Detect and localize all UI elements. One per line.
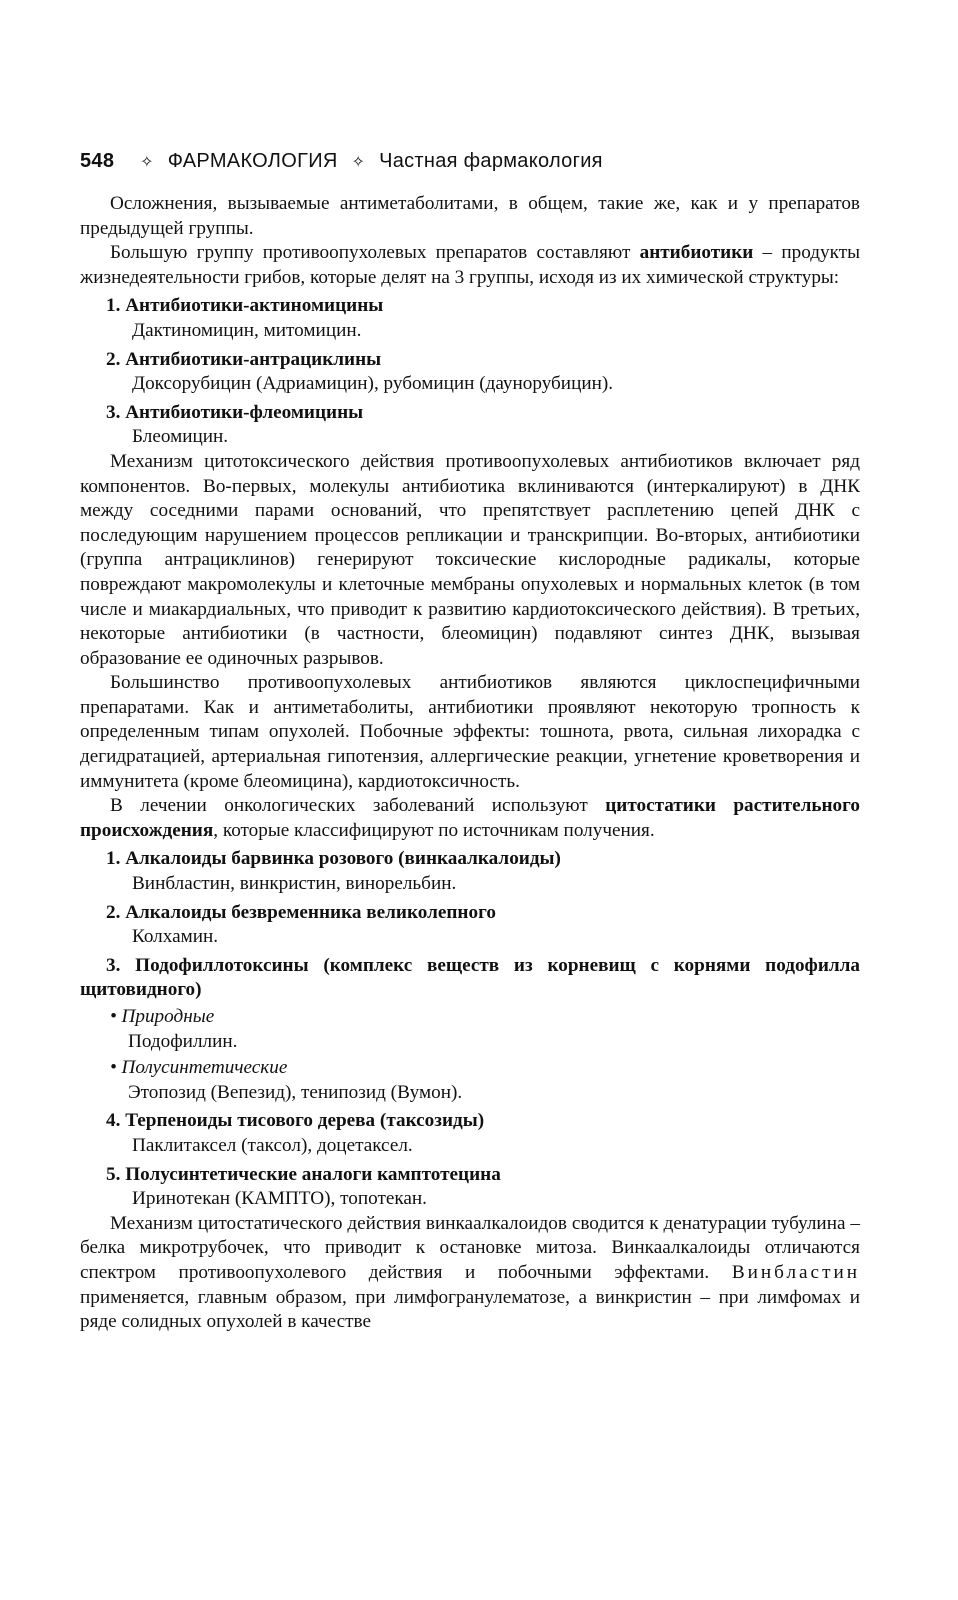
term-antibiotics: антибиотики (639, 242, 754, 264)
plant-subgroup-title: • Полусинтетические (110, 1057, 288, 1079)
paragraph-complications: Осложнения, вызываемые антиметаболитами, в общем, такие же, как и у препаратов предыдущей группы. (80, 193, 860, 239)
plant-group-drugs: Иринотекан (КАМПТО), топотекан. (132, 1188, 427, 1210)
paragraph-text: применяется, главным образом, при лимфогранулематозе, а винкристин – при лимфомах и ряде солидных опухолей в качестве (80, 1286, 860, 1333)
paragraph-text: , которые классифицируют по источникам получения. (213, 819, 655, 841)
plant-group-drugs: Винбластин, винкристин, винорельбин. (132, 873, 457, 895)
plant-subgroup-drugs: Этопозид (Вепезид), тенипозид (Вумон). (128, 1081, 463, 1103)
plant-group-title: 4. Терпеноиды тисового дерева (таксозиды) (106, 1110, 485, 1132)
paragraph-plant-cytostatics (80, 794, 860, 843)
page-body (80, 192, 860, 1335)
plant-subgroup-drugs: Подофиллин. (128, 1030, 238, 1052)
plant-group-title: 1. Алкалоиды барвинка розового (винкаалкалоиды) (106, 848, 561, 870)
plant-group-title: 5. Полусинтетические аналоги камптотецина (106, 1163, 501, 1185)
paragraph-text: – продукты жизнедеятельности грибов, которые делят на 3 группы, исходя из их химической структуры: (80, 242, 860, 288)
plant-group-title: 2. Алкалоиды безвременника великолепного (106, 901, 496, 923)
antibiotic-group-drugs: Доксорубицин (Адриамицин), рубомицин (даунорубицин). (132, 373, 614, 395)
term-plant-cytostatics: цитостатики растительного происхождения (80, 795, 860, 841)
plant-group-drugs: Колхамин. (132, 926, 219, 948)
diamond-separator-icon: ✧ (140, 154, 154, 171)
antibiotic-group-title: 2. Антибиотики-антрациклины (106, 348, 382, 370)
antibiotic-group-title: 1. Антибиотики-актиномицины (106, 295, 384, 317)
paragraph-text: Большую группу противоопухолевых препаратов составляют (110, 242, 640, 264)
antibiotic-group-drugs: Блеомицин. (132, 426, 229, 448)
plant-group-title: 3. Подофиллотоксины (комплекс веществ из корневищ с корнями подофилла щитовидного) (80, 954, 860, 1001)
paragraph-text: Механизм цитостатического действия винкаалкалоидов сводится к денатурации тубулина – белка микротрубочек, что приводит к остановке митоза. Винкаалкалоиды отличаются спектром противоопухолевого действия и побочными эффектами. (80, 1212, 860, 1283)
section-title: Частная фармакология (379, 150, 603, 172)
antibiotic-group-drugs: Дактиномицин, митомицин. (132, 319, 362, 341)
paragraph-side-effects: Большинство противоопухолевых антибиотиков являются циклоспецифичными препаратами. Как и антиметаболиты, антибиотики проявляют некоторую тропность к определенным типам опухолей. Побочные эффекты: тошнота, рвота, сильная лихорадка с дегидратацией, артериальная гипотензия, аллергические реакции, угнетение кроветворения и иммунитета (кроме блеомицина), кардиотоксичность. (80, 672, 860, 792)
paragraph-mechanism: Механизм цитотоксического действия противоопухолевых антибиотиков включает ряд компонентов. Во-первых, молекулы антибиотика вклиниваются (интеркалируют) в ДНК между соседними парами оснований, что препятствует расплетению цепей ДНК с последующим нарушением процессов репликации и транскрипции. Во-вторых, антибиотики (группа антрациклинов) генерируют токсические кислородные радикалы, которые повреждают макромолекулы и клеточные мембраны опухолевых и нормальных клеток (в том числе и миакардиальных, что приводит к развитию кардиотоксического действия). В третьих, некоторые антибиотики (в частности, блеомицин) подавляют синтез ДНК, вызывая образование ее одиночных разрывов. (80, 450, 860, 669)
paragraph-vinca-mechanism (80, 1212, 860, 1335)
plant-subgroup-title: • Природные (110, 1006, 215, 1027)
running-header (80, 150, 880, 173)
antibiotic-group-title: 3. Антибиотики-флеомицины (106, 401, 364, 423)
paragraph-text: В лечении онкологических заболеваний используют (110, 795, 606, 817)
plant-group-drugs: Паклитаксел (таксол), доцетаксел. (132, 1134, 413, 1156)
page-number: 548 (80, 150, 115, 172)
book-title: ФАРМАКОЛОГИЯ (167, 150, 338, 172)
paragraph-antibiotics-intro (80, 241, 860, 290)
diamond-separator-icon: ✧ (351, 154, 366, 171)
term-vinblastine: Винбластин (731, 1261, 860, 1283)
